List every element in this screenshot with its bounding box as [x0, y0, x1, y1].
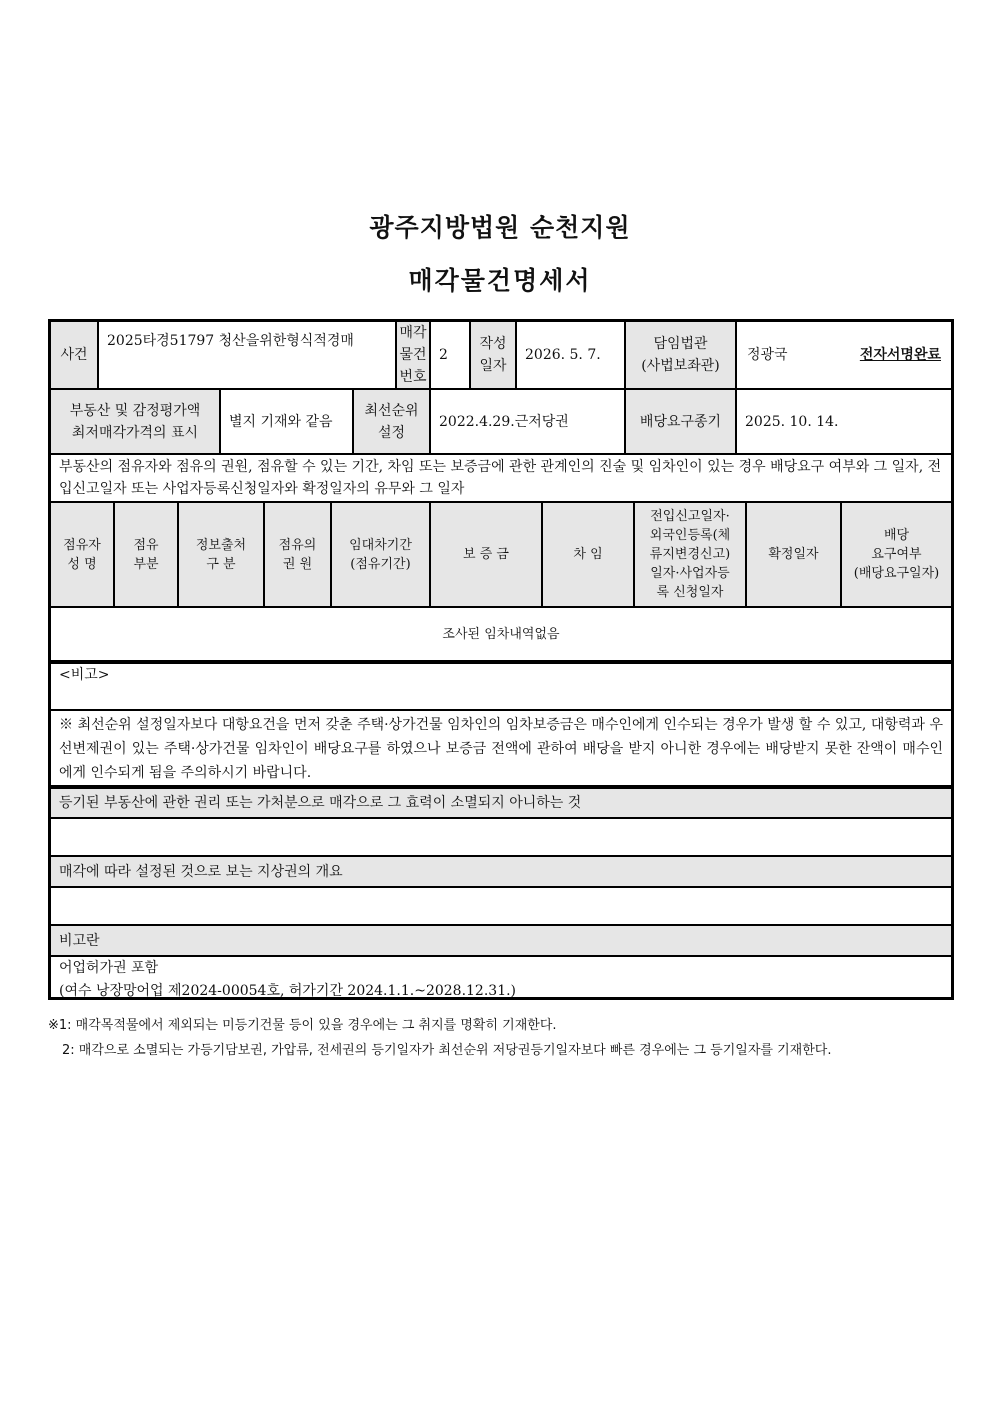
- written-date-label: 작성 일자: [470, 321, 516, 389]
- surviving-rights-value: [50, 818, 952, 856]
- remarks-label: <비고>: [59, 667, 110, 683]
- warning-notice: ※ 최선순위 설정일자보다 대항요건을 먼저 갖춘 주택·상가건물 임차인의 임차보증금은 매수인에게 인수되는 경우가 발생 할 수 있고, 대항력과 우선변제권이 있는 주택·상가건물 임차인이 배당요구를 하였으나 보증금 전액에 관하여 배당을 받지 아니한 경우에는 배당받지 못한 잔액이 매수인에게 인수되게 됨을 주의하시기 바랍니다.: [50, 710, 952, 786]
- col-dividend-request: 배당 요구여부 (배당요구일자): [841, 502, 952, 607]
- notes-label: 비고란: [50, 925, 952, 956]
- notes-line-2: (여수 낭장망어업 제2024-00054호, 허가기간 2024.1.1.~2028.12.31.): [59, 983, 517, 999]
- e-signature-stamp: 전자서명완료: [859, 347, 941, 363]
- col-lease-period: 임대차기간 (점유기간): [331, 502, 430, 607]
- case-label: 사건: [50, 321, 98, 389]
- col-occupant-name: 점유자 성 명: [50, 502, 114, 607]
- remarks-box: [50, 663, 952, 710]
- footnote-2: 2: 매각으로 소멸되는 가등기담보권, 가압류, 전세권의 등기일자가 최선순위 저당권등기일자보다 빠른 경우에는 그 등기일자를 기재한다.: [62, 1043, 832, 1058]
- surviving-rights-label: 등기된 부동산에 관한 권리 또는 가처분으로 매각으로 그 효력이 소멸되지 아니하는 것: [50, 788, 952, 818]
- superficies-label: 매각에 따라 설정된 것으로 보는 지상권의 개요: [50, 856, 952, 887]
- col-rent: 차 임: [542, 502, 634, 607]
- document-title: 매각물건명세서: [408, 266, 592, 295]
- superficies-value: [50, 887, 952, 925]
- footnote-1: ※1: 매각목적물에서 제외되는 미등기건물 등이 있을 경우에는 그 취지를 명확히 기재한다.: [48, 1018, 557, 1033]
- judge-cell: [736, 321, 952, 389]
- deadline-label: 배당요구종기: [625, 389, 736, 454]
- case-value: 2025타경51797 청산을위한형식적경매: [98, 321, 396, 389]
- price-label: 부동산 및 감정평가액 최저매각가격의 표시: [50, 389, 220, 454]
- col-fixed-date: 확정일자: [746, 502, 841, 607]
- occupancy-description: 부동산의 점유자와 점유의 권원, 점유할 수 있는 기간, 차임 또는 보증금에 관한 관계인의 진술 및 임차인이 있는 경우 배당요구 여부와 그 일자, 전입신고일자 또는 사업자등록신청일자와 확정일자의 유무와 그 일자: [50, 454, 952, 502]
- judge-label: 담임법관 (사법보좌관): [625, 321, 736, 389]
- price-value: 별지 기재와 같음: [220, 389, 353, 454]
- col-info-source: 정보출처 구 분: [178, 502, 264, 607]
- col-move-in-date: 전입신고일자· 외국인등록(체 류지변경신고) 일자·사업자등 록 신청일자: [634, 502, 746, 607]
- no-lease-record-message: 조사된 임차내역없음: [50, 607, 952, 661]
- col-deposit: 보 증 금: [430, 502, 542, 607]
- notes-box: [50, 956, 952, 998]
- col-occupancy-title: 점유의 권 원: [264, 502, 331, 607]
- written-date-value: 2026. 5. 7.: [516, 321, 625, 389]
- item-number-label: 매각 물건번호: [396, 321, 430, 389]
- deadline-value: 2025. 10. 14.: [736, 389, 952, 454]
- judge-name: 정광국: [747, 347, 788, 363]
- priority-value: 2022.4.29.근저당권: [430, 389, 625, 454]
- priority-label: 최선순위 설정: [353, 389, 430, 454]
- col-occupied-part: 점유 부분: [114, 502, 178, 607]
- statement-form: [48, 319, 954, 1000]
- court-name: 광주지방법원 순천지원: [369, 213, 631, 242]
- notes-line-1: 어업허가권 포함: [59, 960, 159, 976]
- item-number-value: 2: [430, 321, 470, 389]
